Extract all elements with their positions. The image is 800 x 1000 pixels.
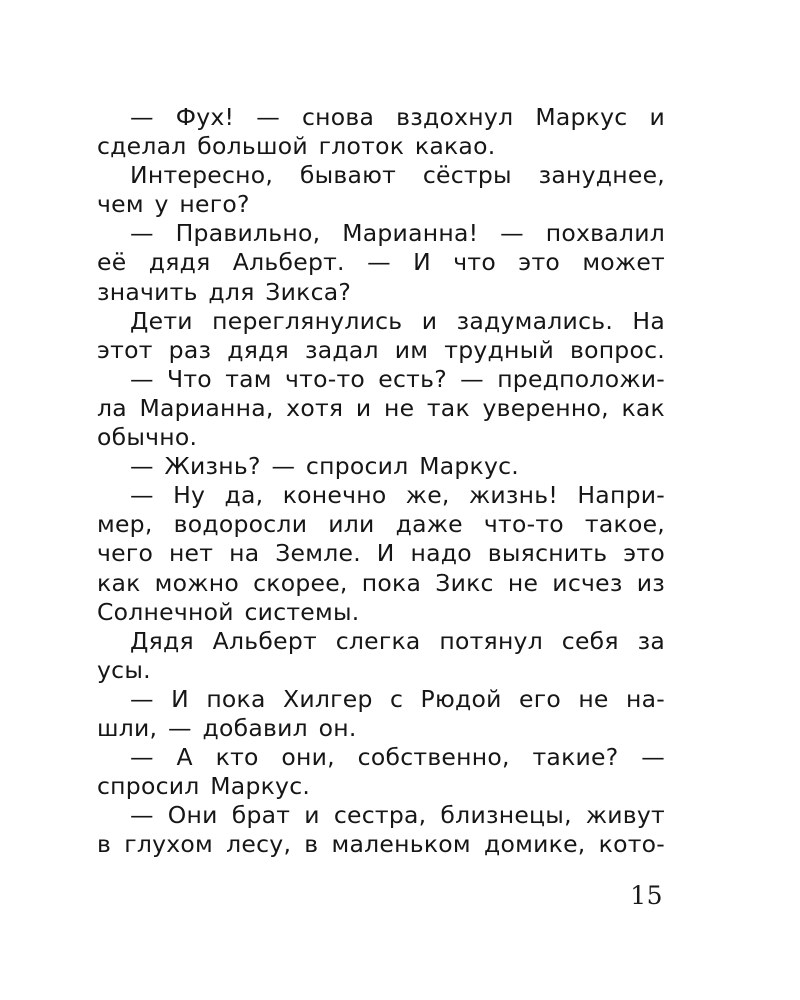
text-line: усы.	[97, 655, 151, 684]
text-line: чего нет на Земле. И надо выяснить это	[97, 539, 665, 568]
text-line: — Что там что-то есть? — предположи-	[130, 364, 665, 393]
text-line: — А кто они, собственно, такие? —	[130, 743, 665, 772]
text-line: ла Марианна, хотя и не так уверенно, как	[97, 393, 665, 422]
text-line: мер, водоросли или даже что-то такое,	[97, 510, 665, 539]
text-line: сделал большой глоток какао.	[97, 132, 496, 161]
text-line: её дядя Альберт. — И что это может	[97, 248, 665, 277]
text-line: — Правильно, Марианна! — похвалил	[130, 219, 665, 248]
text-line: шли, — добавил он.	[97, 713, 357, 742]
page-number: 15	[630, 881, 663, 910]
text-line: — Жизнь? — спросил Маркус.	[130, 452, 520, 481]
text-line: — И пока Хилгер с Рюдой его не на-	[130, 684, 665, 713]
text-line: — Они брат и сестра, близнецы, живут	[130, 801, 665, 830]
text-line: Дети переглянулись и задумались. На	[130, 306, 665, 335]
text-line: Дядя Альберт слегка потянул себя за	[130, 626, 665, 655]
text-line: спросил Маркус.	[97, 772, 311, 801]
text-line: — Фух! — снова вздохнул Маркус и	[130, 103, 665, 131]
text-line: Интересно, бывают сёстры зануднее,	[130, 161, 665, 190]
text-line: как можно скорее, пока Зикс не исчез из	[97, 568, 665, 597]
body-text	[97, 103, 665, 859]
text-line: этот раз дядя задал им трудный вопрос.	[97, 335, 665, 364]
text-line: в глухом лесу, в маленьком домике, кото-	[97, 830, 665, 859]
text-line: Солнечной системы.	[97, 597, 360, 626]
text-line: обычно.	[97, 423, 198, 452]
text-line: — Ну да, конечно же, жизнь! Напри-	[130, 481, 665, 510]
text-line: чем у него?	[97, 190, 250, 219]
text-line: значить для Зикса?	[97, 277, 352, 306]
